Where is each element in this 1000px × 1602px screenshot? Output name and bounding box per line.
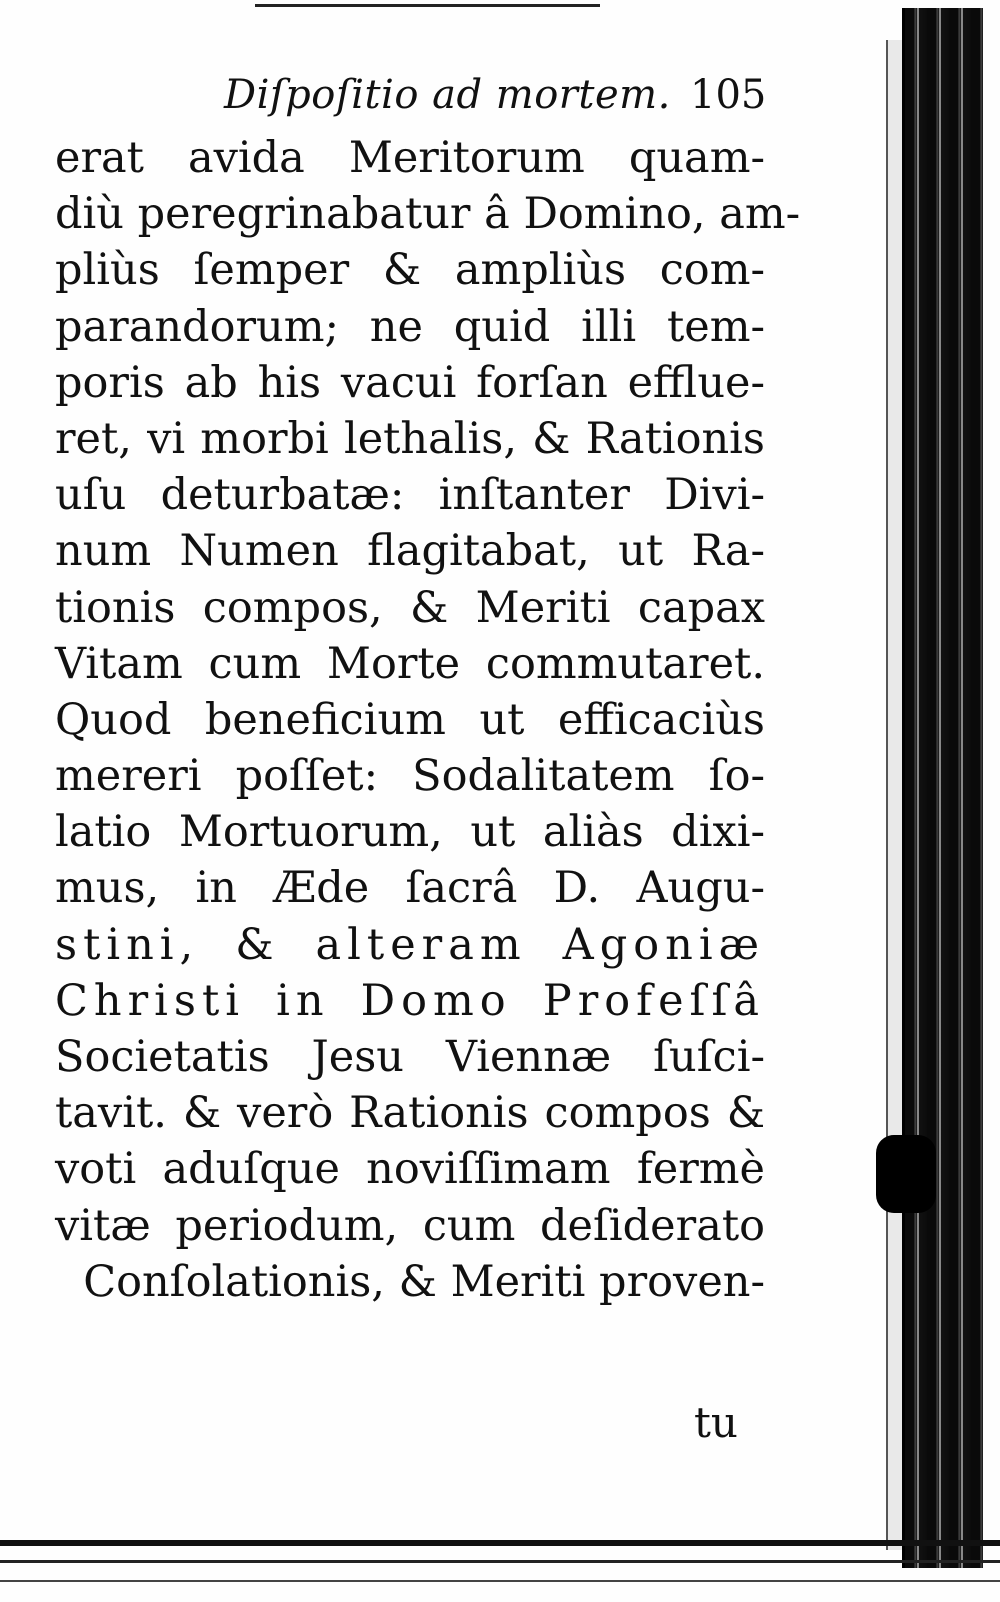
text-line: uſu deturbatæ: inſtanter Divi- (55, 470, 765, 521)
text-line: Conſolationis, & Meriti proven- (83, 1256, 765, 1307)
text-line: ret, vi morbi lethalis, & Rationis (55, 413, 765, 464)
text-line: poris ab his vacui forſan efflue- (55, 357, 765, 408)
text-line: Quod beneficium ut efficaciùs (55, 694, 765, 745)
text-line: erat avida Meritorum quam- (55, 133, 765, 183)
bottom-rule (0, 1560, 1000, 1563)
page-number: 105 (690, 72, 767, 118)
text-line: num Numen flagitabat, ut Ra- (55, 526, 765, 577)
bottom-rule (0, 1540, 1000, 1546)
text-line: pliùs ſemper & ampliùs com- (55, 245, 765, 296)
text-line: mus, in Æde ſacrâ D. Augu- (55, 863, 765, 914)
book-binding-edge (902, 8, 983, 1568)
text-line: parandorum; ne quid illi tem- (55, 301, 765, 352)
catchword: tu (694, 1398, 738, 1447)
text-line: stini, & alteram Agoniæ (55, 919, 765, 970)
text-line: diù peregrinabatur â Domino, am- (55, 189, 801, 240)
text-line: voti aduſque noviſſimam fermè (55, 1144, 765, 1195)
text-line: tionis compos, & Meriti capax (55, 582, 765, 633)
text-line: Christi in Domo Profeſſâ (55, 975, 765, 1026)
text-line: vitæ periodum, cum deſiderato (55, 1200, 765, 1251)
top-rule (255, 4, 600, 7)
book-clasp (876, 1135, 936, 1213)
text-line: latio Mortuorum, ut aliàs dixi- (55, 807, 765, 858)
body-text (55, 130, 801, 1310)
text-line: tavit. & verò Rationis compos & (55, 1088, 765, 1139)
bottom-rule (0, 1580, 1000, 1582)
running-title: Diſpoſitio ad mortem. (224, 72, 671, 118)
text-line: mereri poſſet: Sodalitatem ſo- (55, 751, 765, 802)
text-line: Societatis Jesu Viennæ ſuſci- (55, 1032, 765, 1082)
text-line: Vitam cum Morte commutaret. (55, 638, 765, 689)
